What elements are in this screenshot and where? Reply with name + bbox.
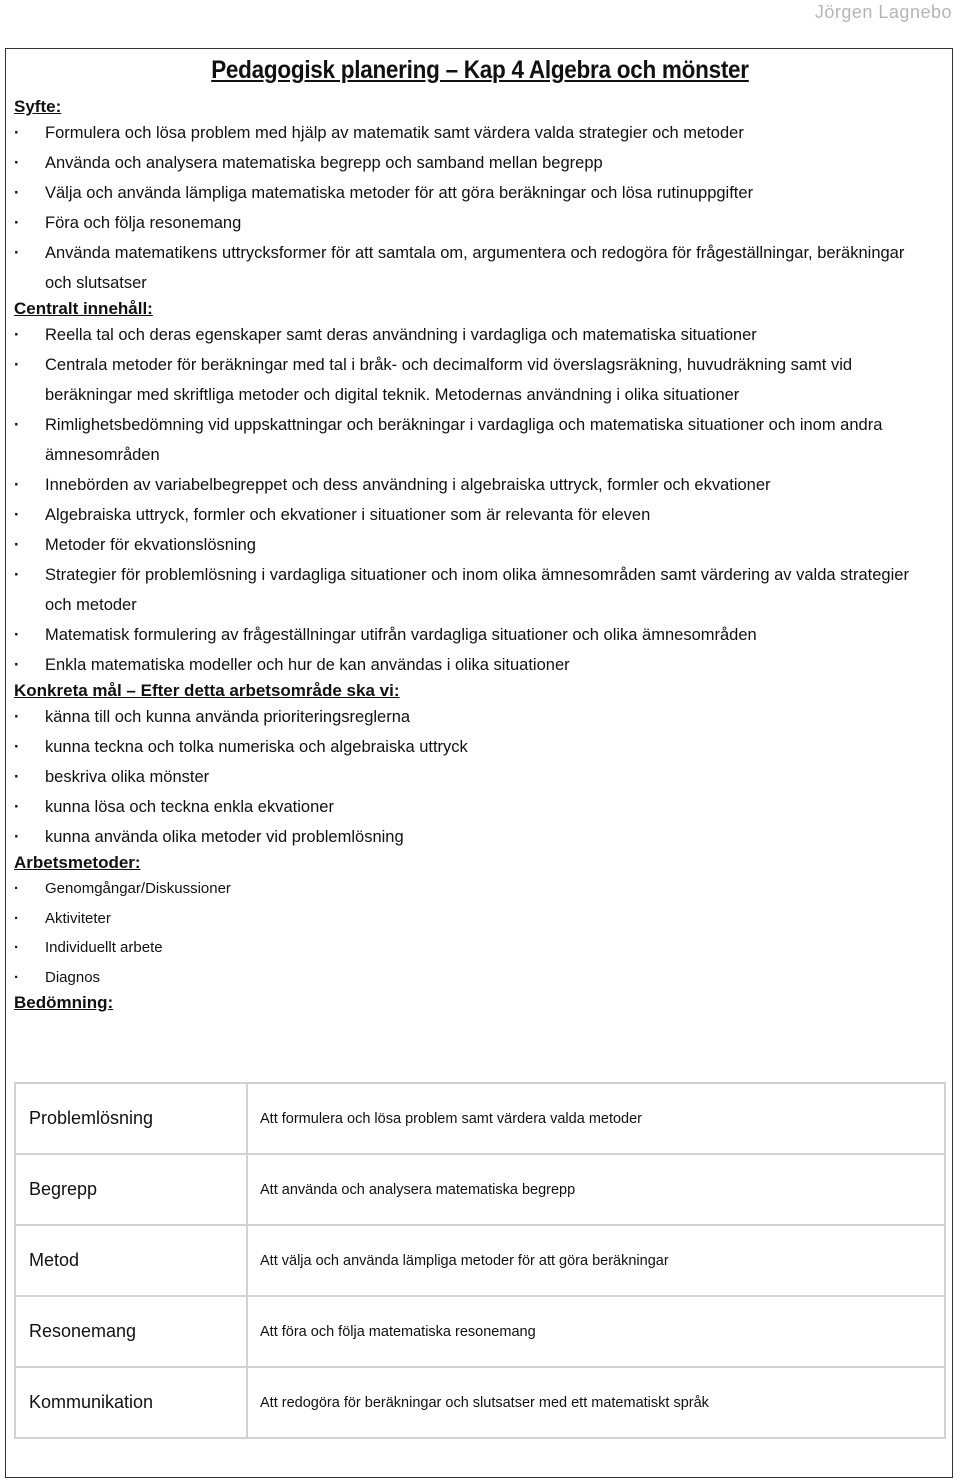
assessment-description: Att redogöra för beräkningar och slutsatser med ett matematiskt språk (247, 1367, 945, 1438)
syfte-item: · Använda matematikens uttrycksformer för att samtala om, argumentera och redogöra för frågeställningar, beräkningar och slutsatser (14, 238, 934, 298)
centralt-item: · Enkla matematiska modeller och hur de kan användas i olika situationer (14, 650, 934, 680)
assessment-term: Begrepp (15, 1154, 247, 1225)
centralt-item: · Strategier för problemlösning i vardagliga situationer och inom olika ämnesområden samt värdering av valda strategier och metoder (14, 560, 934, 620)
mal-item: · beskriva olika mönster (14, 762, 934, 792)
mal-item: · kunna lösa och teckna enkla ekvationer (14, 792, 934, 822)
mal-item: · kunna använda olika metoder vid problemlösning (14, 822, 934, 852)
mal-list (14, 702, 934, 852)
syfte-item: · Använda och analysera matematiska begrepp och samband mellan begrepp (14, 148, 934, 178)
syfte-list (14, 118, 934, 298)
assessment-term: Problemlösning (15, 1083, 247, 1154)
assessment-description: Att välja och använda lämpliga metoder för att göra beräkningar (247, 1225, 945, 1296)
centralt-item: · Algebraiska uttryck, formler och ekvationer i situationer som är relevanta för eleven (14, 500, 934, 530)
assessment-term: Resonemang (15, 1296, 247, 1367)
arbetsmetod-item: · Aktiviteter (14, 904, 934, 934)
bedomning-table (14, 1082, 946, 1439)
centralt-item: · Metoder för ekvationslösning (14, 530, 934, 560)
page-title: Pedagogisk planering – Kap 4 Algebra och mönster (211, 56, 749, 84)
assessment-description: Att formulera och lösa problem samt värdera valda metoder (247, 1083, 945, 1154)
table-row (15, 1367, 945, 1438)
table-row (15, 1296, 945, 1367)
assessment-term: Kommunikation (15, 1367, 247, 1438)
assessment-term: Metod (15, 1225, 247, 1296)
centralt-item: · Centrala metoder för beräkningar med tal i bråk- och decimalform vid överslagsräkning, huvudräkning samt vid beräkningar med skriftliga metoder och digital teknik. Metodernas användning i olika situationer (14, 350, 934, 410)
table-row (15, 1225, 945, 1296)
section-heading-arbetsmetoder: Arbetsmetoder: (14, 853, 141, 872)
section-heading-bedomning: Bedömning: (14, 993, 114, 1012)
syfte-item: · Formulera och lösa problem med hjälp av matematik samt värdera valda strategier och metoder (14, 118, 934, 148)
arbetsmetoder-list (14, 874, 934, 992)
section-heading-mal: Konkreta mål – Efter detta arbetsområde ska vi: (14, 681, 400, 700)
syfte-item: · Föra och följa resonemang (14, 208, 934, 238)
assessment-description: Att använda och analysera matematiska begrepp (247, 1154, 945, 1225)
author-name: Jörgen Lagnebo (814, 2, 952, 22)
mal-item: · kunna teckna och tolka numeriska och algebraiska uttryck (14, 732, 934, 762)
table-row (15, 1154, 945, 1225)
document-body (14, 96, 934, 1014)
centralt-item: · Reella tal och deras egenskaper samt deras användning i vardagliga och matematiska situationer (14, 320, 934, 350)
centralt-item: · Matematisk formulering av frågeställningar utifrån vardagliga situationer och olika ämnesområden (14, 620, 934, 650)
centralt-item: · Rimlighetsbedömning vid uppskattningar och beräkningar i vardagliga och matematiska situationer och inom andra ämnesområden (14, 410, 934, 470)
assessment-description: Att föra och följa matematiska resonemang (247, 1296, 945, 1367)
centralt-item: · Innebörden av variabelbegreppet och dess användning i algebraiska uttryck, formler och ekvationer (14, 470, 934, 500)
syfte-item: · Välja och använda lämpliga matematiska metoder för att göra beräkningar och lösa rutinuppgifter (14, 178, 934, 208)
mal-item: · känna till och kunna använda prioriteringsreglerna (14, 702, 934, 732)
section-heading-centralt: Centralt innehåll: (14, 299, 153, 318)
arbetsmetod-item: · Diagnos (14, 963, 934, 993)
arbetsmetod-item: · Individuellt arbete (14, 933, 934, 963)
section-heading-syfte: Syfte: (14, 97, 62, 116)
table-row (15, 1083, 945, 1154)
arbetsmetod-item: · Genomgångar/Diskussioner (14, 874, 934, 904)
centralt-list (14, 320, 934, 680)
